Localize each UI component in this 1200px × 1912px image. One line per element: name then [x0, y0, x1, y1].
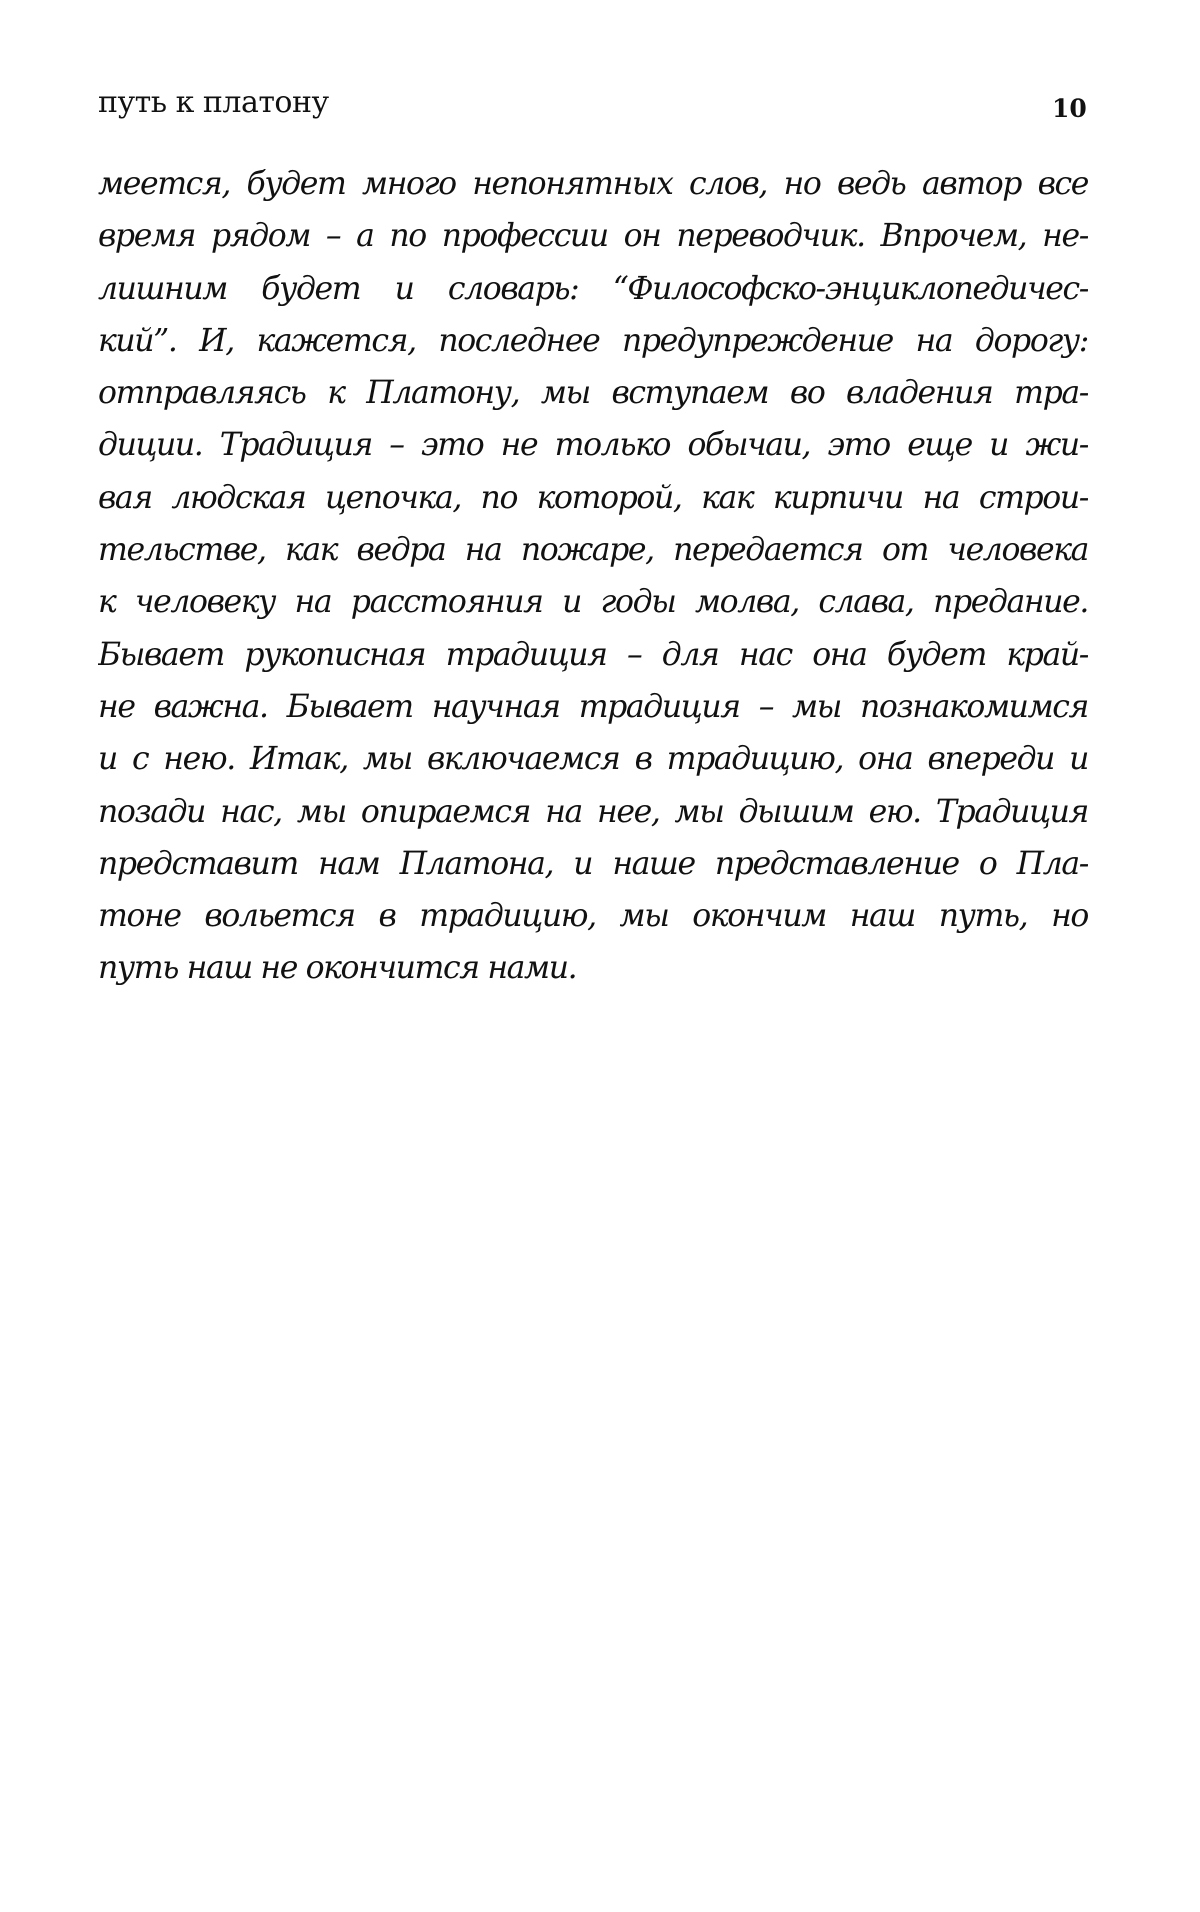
text-line: не важна. Бывает научная традиция – мы познакомимся	[98, 688, 1088, 725]
text-line: вая людская цепочка, по которой, как кирпичи на строи-	[98, 479, 1088, 516]
text-line: тельстве, как ведра на пожаре, передается от человека	[98, 532, 1088, 569]
text-line: представит нам Платона, и наше представление о Пла-	[98, 845, 1088, 882]
running-head: путь к платону	[98, 85, 329, 120]
text-line: Бывает рукописная традиция – для нас она будет край-	[98, 636, 1088, 673]
text-line: время рядом – а по профессии он переводчик. Впрочем, не-	[98, 218, 1088, 255]
text-line: кий”. И, кажется, последнее предупреждение на дорогу:	[98, 322, 1088, 359]
text-line: путь наш не окончится нами.	[98, 950, 577, 987]
text-line: отправляясь к Платону, мы вступаем во владения тра-	[98, 375, 1088, 412]
text-line: меется, будет много непонятных слов, но ведь автор все	[98, 166, 1088, 202]
text-line: тоне вольется в традицию, мы окончим наш путь, но	[98, 898, 1088, 935]
text-line: и с нею. Итак, мы включаемся в традицию, она впереди и	[98, 741, 1088, 778]
text-line: диции. Традиция – это не только обычаи, это еще и жи-	[98, 427, 1088, 464]
body-paragraph	[98, 158, 1088, 995]
text-line: позади нас, мы опираемся на нее, мы дышим ею. Традиция	[98, 793, 1088, 830]
text-line: к человеку на расстояния и годы молва, слава, предание.	[98, 584, 1088, 621]
text-line: лишним будет и словарь: “Философско-энциклопедичес-	[98, 270, 1088, 307]
page-number: 10	[1052, 94, 1087, 123]
